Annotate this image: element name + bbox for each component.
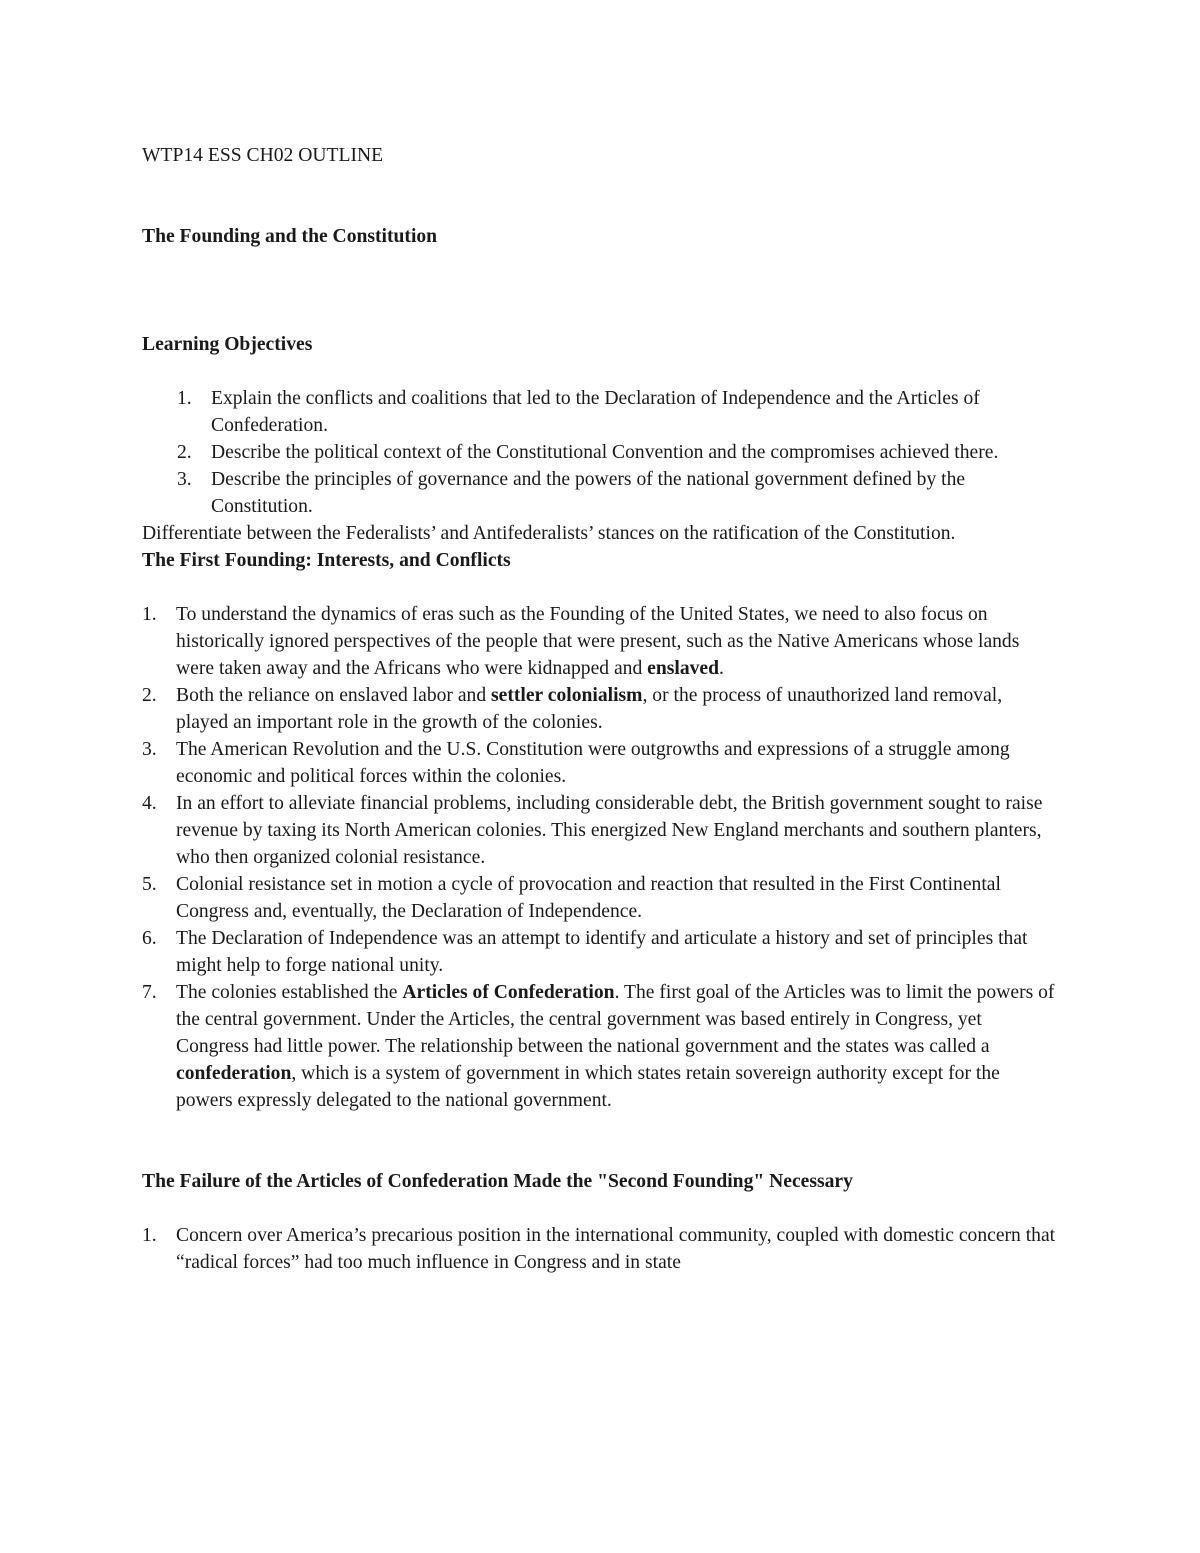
list-number: 2.	[142, 685, 157, 706]
list-item-text: The Declaration of Independence was an attempt to identify and articulate a history and set of principles that might help to forge national unity.	[176, 928, 1028, 976]
failure-list	[142, 1222, 1057, 1276]
list-item	[142, 736, 1057, 790]
list-item	[142, 601, 1057, 682]
list-item-text: Describe the political context of the Constitutional Convention and the compromises achieved there.	[211, 442, 999, 463]
list-item	[177, 385, 1057, 439]
list-item	[177, 466, 1057, 520]
list-item	[142, 871, 1057, 925]
list-item-text: , which is a system of government in which states retain sovereign authority except for the powers expressly delegated to the national government.	[176, 1063, 1000, 1111]
list-item-text: . The first goal of the Articles was to limit the powers of the central government. Under the Articles, the central government was based entirely in Congress, yet Congress had little power. The relationship between the national government and the states was called a	[176, 982, 1055, 1057]
document-id: WTP14 ESS CH02 OUTLINE	[142, 145, 384, 166]
list-item-text: To understand the dynamics of eras such as the Founding of the United States, we need to also focus on historically ignored perspectives of the people that were present, such as the Native Americans whose lands were taken away and the Africans who were kidnapped and	[176, 604, 1020, 679]
list-item	[142, 1222, 1057, 1276]
list-item-text: The colonies established the	[176, 982, 403, 1003]
learning-objectives-list	[142, 385, 1057, 520]
list-number: 1.	[142, 1225, 157, 1246]
list-item	[142, 790, 1057, 871]
first-founding-heading: The First Founding: Interests, and Conflicts	[142, 550, 511, 571]
list-number: 6.	[142, 928, 157, 949]
list-item	[142, 925, 1057, 979]
list-item-text: , or the process of unauthorized land removal, played an important role in the growth of the colonies.	[176, 685, 1003, 733]
failure-heading: The Failure of the Articles of Confederation Made the "Second Founding" Necessary	[142, 1171, 853, 1192]
list-item-text: Concern over America’s precarious position in the international community, coupled with domestic concern that “radical forces” had too much influence in Congress and in state	[176, 1225, 1056, 1273]
list-item-text: The American Revolution and the U.S. Constitution were outgrowths and expressions of a struggle among economic and political forces within the colonies.	[176, 739, 1010, 787]
key-term: settler colonialism	[491, 685, 643, 706]
list-number: 1.	[177, 388, 192, 409]
objective-trailing-paragraph: Differentiate between the Federalists’ and Antifederalists’ stances on the ratification of the Constitution.	[142, 523, 956, 544]
first-founding-list	[142, 601, 1057, 1114]
list-number: 7.	[142, 982, 157, 1003]
key-term: confederation	[176, 1063, 292, 1084]
list-item-text: Both the reliance on enslaved labor and	[176, 685, 492, 706]
list-item-text: Colonial resistance set in motion a cycle of provocation and reaction that resulted in the First Continental Congress and, eventually, the Declaration of Independence.	[176, 874, 1001, 922]
list-number: 1.	[142, 604, 157, 625]
key-term: Articles of Confederation	[402, 982, 615, 1003]
list-number: 4.	[142, 793, 157, 814]
document-page	[142, 142, 1057, 1276]
list-item-text: Describe the principles of governance and the powers of the national government defined by the Constitution.	[211, 469, 966, 517]
list-number: 5.	[142, 874, 157, 895]
document-title: The Founding and the Constitution	[142, 226, 438, 247]
learning-objectives-heading: Learning Objectives	[142, 334, 313, 355]
list-number: 2.	[177, 442, 192, 463]
list-item-text: Explain the conflicts and coalitions that led to the Declaration of Independence and the Articles of Confederation.	[211, 388, 980, 436]
list-item	[142, 682, 1057, 736]
list-item-text: In an effort to alleviate financial problems, including considerable debt, the British government sought to raise revenue by taxing its North American colonies. This energized New England merchants and southern planters, who then organized colonial resistance.	[176, 793, 1043, 868]
key-term: enslaved	[647, 658, 720, 679]
list-item	[177, 439, 1057, 466]
list-item	[142, 979, 1057, 1114]
list-item-text: .	[719, 658, 724, 679]
list-number: 3.	[142, 739, 157, 760]
list-number: 3.	[177, 469, 192, 490]
